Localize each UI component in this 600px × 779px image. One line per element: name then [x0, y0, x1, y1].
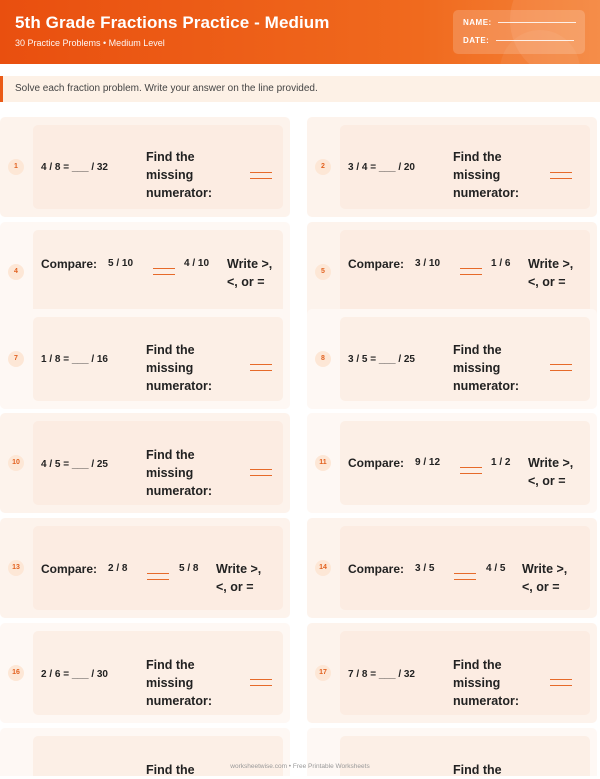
answer-line[interactable] [460, 467, 482, 474]
fraction-equation: 3 / 5 = ___ / 25 [348, 354, 415, 365]
problem-number: 7 [8, 351, 24, 367]
compare-label: Compare: [41, 562, 98, 576]
problem-card [0, 413, 290, 513]
date-field[interactable] [463, 36, 574, 45]
fraction-equation: 4 / 5 = ___ / 25 [41, 459, 108, 470]
prompt-line: Find the [453, 343, 502, 357]
answer-line[interactable] [550, 679, 572, 686]
answer-line[interactable] [550, 172, 572, 179]
compare-label: Compare: [348, 456, 405, 470]
prompt-line: Find the [146, 658, 195, 672]
answer-line[interactable] [250, 679, 272, 686]
problem-card [307, 309, 597, 409]
instructions-text: Solve each fraction problem. Write your answer on the line provided. [15, 83, 318, 94]
left-fraction: 5 / 10 [108, 258, 134, 269]
prompt-line: numerator: [146, 484, 212, 498]
compare-label: Compare: [41, 257, 98, 271]
prompt-line: numerator: [453, 186, 519, 200]
name-label: NAME: [463, 18, 492, 27]
prompt-line: Write >, [227, 257, 273, 271]
prompt-line: Find the [146, 448, 195, 462]
date-label: DATE: [463, 36, 490, 45]
prompt-line: numerator: [146, 186, 212, 200]
prompt-line: Find the [146, 343, 195, 357]
problem-number: 8 [315, 351, 331, 367]
answer-line[interactable] [454, 573, 476, 580]
prompt-line: missing [453, 168, 501, 182]
problem-number: 14 [315, 560, 331, 576]
prompt-line: numerator: [453, 379, 519, 393]
prompt-line: Find the [453, 658, 502, 672]
prompt-line: missing [146, 168, 194, 182]
instructions-banner [0, 76, 600, 102]
problem-card [0, 222, 290, 322]
prompt-line: missing [453, 676, 501, 690]
page-footer: worksheetwise.com • Free Printable Worksheets [230, 763, 370, 770]
problem-number: 5 [315, 264, 331, 280]
answer-line[interactable] [147, 573, 169, 580]
problem-number: 1 [8, 159, 24, 175]
problem-number: 10 [8, 455, 24, 471]
right-fraction: 1 / 6 [491, 258, 511, 269]
prompt-line: <, or = [528, 275, 566, 289]
prompt-line: <, or = [227, 275, 265, 289]
page-subtitle: 30 Practice Problems • Medium Level [15, 38, 165, 48]
prompt-line: missing [146, 676, 194, 690]
compare-label: Compare: [348, 562, 405, 576]
problem-number: 17 [315, 665, 331, 681]
prompt-line: Write >, [522, 562, 568, 576]
problem-card [307, 222, 597, 322]
problem-number: 13 [8, 560, 24, 576]
fraction-equation: 4 / 8 = ___ / 32 [41, 162, 108, 173]
problem-number: 11 [315, 455, 331, 471]
fraction-equation: 3 / 4 = ___ / 20 [348, 162, 415, 173]
answer-line[interactable] [460, 268, 482, 275]
prompt-line: missing [146, 466, 194, 480]
prompt-line: Write >, [216, 562, 262, 576]
left-fraction: 3 / 10 [415, 258, 441, 269]
prompt-line: Write >, [528, 257, 574, 271]
prompt-line: <, or = [522, 580, 560, 594]
problem-number: 2 [315, 159, 331, 175]
answer-line[interactable] [250, 172, 272, 179]
right-fraction: 4 / 10 [184, 258, 210, 269]
problem-card [0, 623, 290, 723]
prompt-line: numerator: [453, 694, 519, 708]
prompt-line: numerator: [146, 379, 212, 393]
answer-line[interactable] [153, 268, 175, 275]
right-fraction: 4 / 5 [486, 563, 506, 574]
prompt-line: missing [453, 361, 501, 375]
prompt-line: Find the [146, 150, 195, 164]
problem-card [0, 518, 290, 618]
problem-card [307, 117, 597, 217]
prompt-line: Find the [453, 763, 502, 777]
left-fraction: 2 / 8 [108, 563, 128, 574]
answer-line[interactable] [250, 469, 272, 476]
prompt-line: Find the [453, 150, 502, 164]
compare-label: Compare: [348, 257, 405, 271]
prompt-line: <, or = [528, 474, 566, 488]
answer-line[interactable] [550, 364, 572, 371]
name-date-box [453, 10, 585, 54]
fraction-equation: 1 / 8 = ___ / 16 [41, 354, 108, 365]
left-fraction: 3 / 5 [415, 563, 435, 574]
prompt-line: Write >, [528, 456, 574, 470]
problem-number: 4 [8, 264, 24, 280]
problem-card [0, 117, 290, 217]
name-field[interactable] [463, 18, 576, 27]
problem-number: 16 [8, 665, 24, 681]
problem-card [307, 623, 597, 723]
fraction-equation: 2 / 6 = ___ / 30 [41, 669, 108, 680]
prompt-line: <, or = [216, 580, 254, 594]
prompt-line: Find the [146, 763, 195, 777]
prompt-line: missing [146, 361, 194, 375]
problem-card [307, 518, 597, 618]
fraction-equation: 7 / 8 = ___ / 32 [348, 669, 415, 680]
answer-line[interactable] [250, 364, 272, 371]
left-fraction: 9 / 12 [415, 457, 441, 468]
right-fraction: 1 / 2 [491, 457, 511, 468]
problem-card [0, 309, 290, 409]
problem-card [307, 413, 597, 513]
right-fraction: 5 / 8 [179, 563, 199, 574]
page-title: 5th Grade Fractions Practice - Medium [15, 13, 330, 32]
prompt-line: numerator: [146, 694, 212, 708]
worksheet-header [0, 0, 600, 64]
